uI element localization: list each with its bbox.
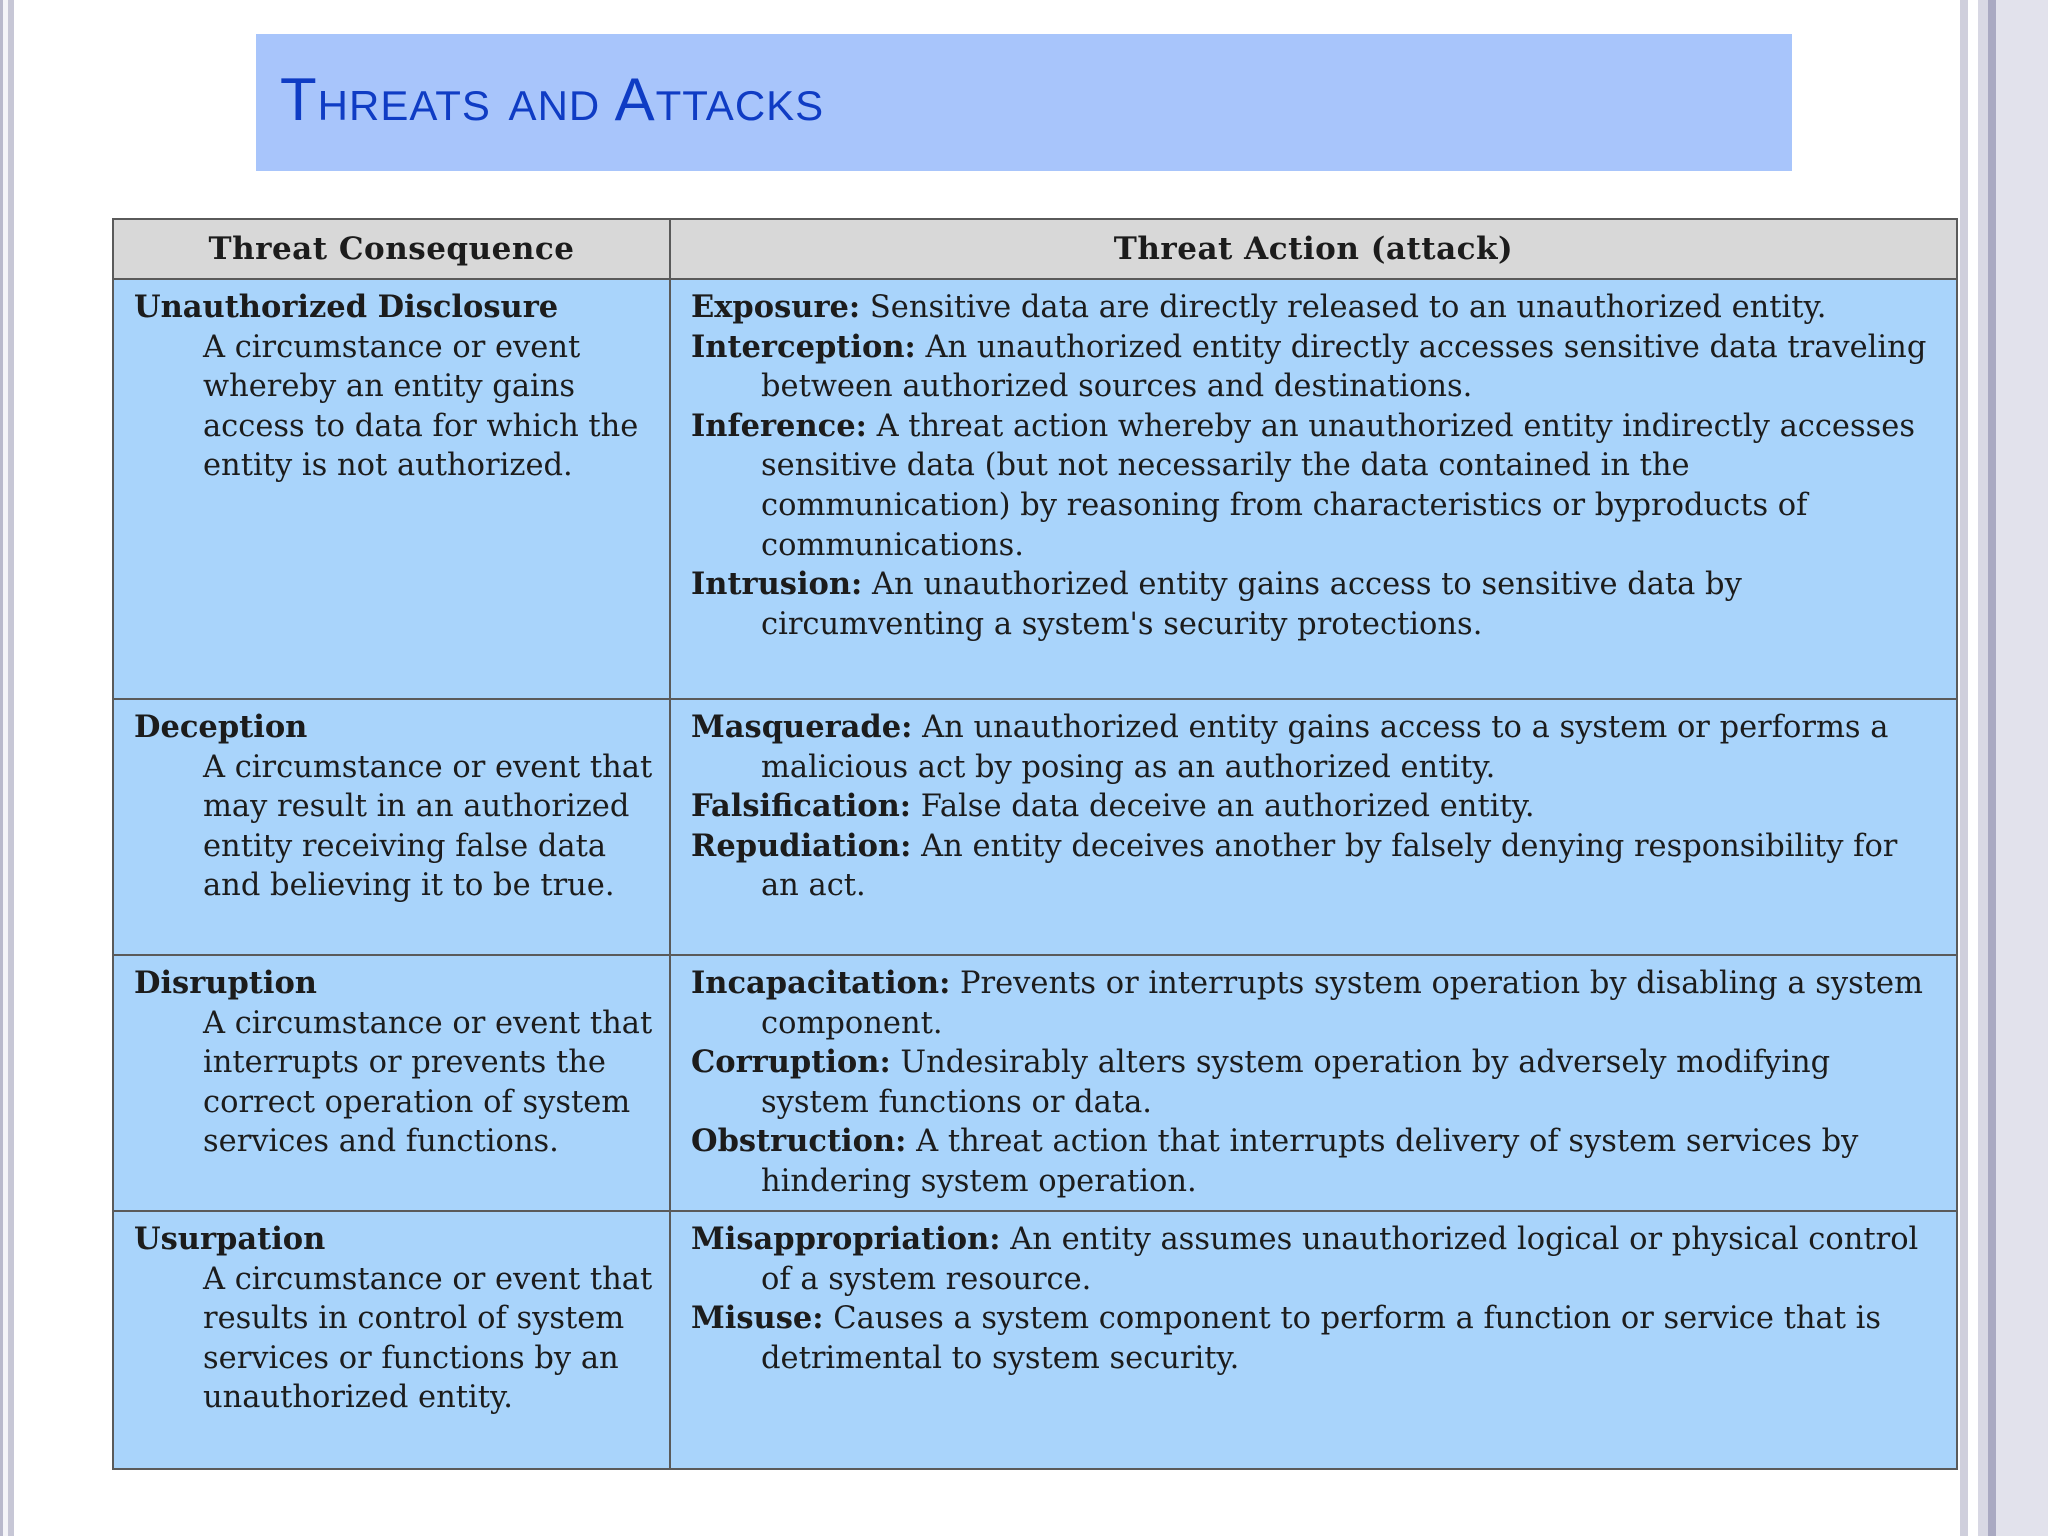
- action-term: Falsification:: [691, 788, 912, 825]
- action-term: Corruption:: [691, 1044, 891, 1081]
- action-text: Causes a system component to perform a function or service that is detrimental to system security.: [761, 1301, 1882, 1376]
- action-entry: [691, 1220, 1944, 1299]
- action-term: Misappropriation:: [691, 1221, 1001, 1257]
- header-threat-action: Threat Action (attack): [670, 219, 1957, 279]
- action-entry: [691, 407, 1944, 565]
- action-term: Masquerade:: [691, 709, 913, 745]
- action-cell: [670, 955, 1957, 1211]
- action-entry: [691, 1043, 1944, 1122]
- action-text: False data deceive an authorized entity.: [920, 789, 1535, 825]
- consequence-description: A circumstance or event that results in control of system services or functions by an unauthorized entity.: [203, 1261, 653, 1416]
- action-entry: [691, 288, 1944, 328]
- table-row: [113, 699, 1957, 955]
- consequence-cell: [113, 699, 670, 955]
- action-entry: [691, 1299, 1944, 1378]
- action-text: Prevents or interrupts system operation by disabling a system component.: [761, 966, 1923, 1041]
- action-text: An unauthorized entity directly accesses sensitive data traveling between authorized sources and destinations.: [761, 329, 1927, 405]
- action-entry: [691, 827, 1944, 906]
- consequence-description: A circumstance or event whereby an entity gains access to data for which the entity is not authorized.: [203, 329, 639, 484]
- action-term: Obstruction:: [691, 1123, 907, 1160]
- action-entry: [691, 1122, 1944, 1201]
- consequence-name: Deception: [134, 709, 308, 745]
- slide-title: Threats and Attacks: [280, 66, 825, 133]
- action-text: An entity deceives another by falsely denying responsibility for an act.: [761, 828, 1898, 904]
- action-term: Misuse:: [691, 1300, 824, 1337]
- action-text: A threat action whereby an unauthorized entity indirectly accesses sensitive data (but not necessarily the data contained in the communication) by reasoning from characteristics or byproducts of communications.: [761, 408, 1915, 563]
- table-row: [113, 279, 1957, 699]
- action-entry: [691, 787, 1944, 827]
- table-header-row: [113, 219, 1957, 279]
- action-text: An entity assumes unauthorized logical or physical control of a system resource.: [761, 1222, 1919, 1297]
- action-text: Sensitive data are directly released to an unauthorized entity.: [869, 290, 1827, 325]
- action-term: Repudiation:: [691, 827, 912, 864]
- consequence-cell: [113, 1211, 670, 1469]
- action-term: Incapacitation:: [691, 965, 951, 1001]
- action-term: Exposure:: [691, 289, 861, 325]
- slide-right-edge-decoration: [1956, 0, 2048, 1536]
- action-term: Intrusion:: [691, 566, 863, 603]
- action-entry: [691, 964, 1944, 1043]
- action-text: Undesirably alters system operation by adversely modifying system functions or data.: [761, 1045, 1831, 1120]
- action-entry: [691, 708, 1944, 787]
- action-cell: [670, 699, 1957, 955]
- action-text: An unauthorized entity gains access to a system or performs a malicious act by posing as an authorized entity.: [761, 710, 1889, 785]
- consequence-name: Usurpation: [134, 1221, 326, 1257]
- consequence-name: Unauthorized Disclosure: [134, 289, 559, 325]
- threats-table: [112, 218, 1958, 1470]
- action-term: Inference:: [691, 407, 867, 444]
- table-row: [113, 1211, 1957, 1469]
- action-entry: [691, 328, 1944, 407]
- action-entry: [691, 565, 1944, 644]
- slide-left-edge-decoration: [0, 0, 14, 1536]
- consequence-cell: [113, 955, 670, 1211]
- title-banner: [256, 34, 1792, 171]
- consequence-cell: [113, 279, 670, 699]
- action-term: Interception:: [691, 328, 916, 365]
- consequence-description: A circumstance or event that interrupts or prevents the correct operation of system services and functions.: [203, 1005, 653, 1160]
- action-text: A threat action that interrupts delivery of system services by hindering system operation.: [761, 1124, 1859, 1199]
- consequence-description: A circumstance or event that may result in an authorized entity receiving false data and believing it to be true.: [203, 749, 653, 904]
- table-row: [113, 955, 1957, 1211]
- action-text: An unauthorized entity gains access to sensitive data by circumventing a system's security protections.: [761, 567, 1742, 642]
- action-cell: [670, 1211, 1957, 1469]
- action-cell: [670, 279, 1957, 699]
- header-threat-consequence: Threat Consequence: [113, 219, 670, 279]
- consequence-name: Disruption: [134, 965, 317, 1001]
